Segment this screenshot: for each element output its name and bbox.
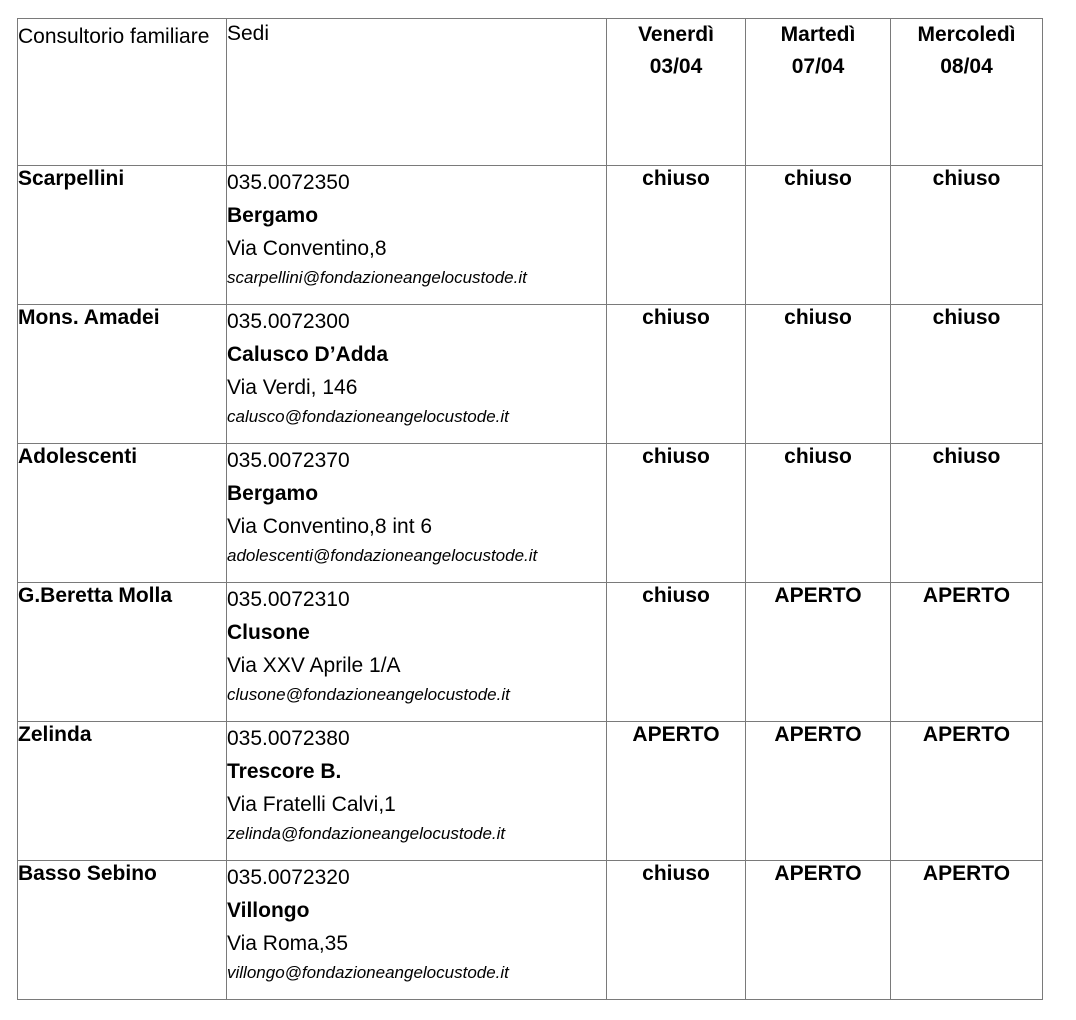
sede-city: Villongo — [227, 899, 310, 922]
sede-info — [227, 305, 607, 444]
header-row — [18, 19, 1043, 166]
header-day-venerdi — [607, 19, 746, 166]
header-day-name: Mercoledì — [917, 23, 1016, 46]
status-venerdi: APERTO — [607, 722, 746, 861]
sede-city: Trescore B. — [227, 760, 342, 783]
table-row — [18, 305, 1043, 444]
header-day-date: 07/04 — [791, 55, 845, 78]
status-venerdi: chiuso — [607, 444, 746, 583]
status-mercoledi: chiuso — [891, 305, 1043, 444]
status-venerdi: chiuso — [607, 861, 746, 1000]
status-venerdi: chiuso — [607, 583, 746, 722]
consultorio-name: Scarpellini — [18, 166, 227, 305]
consultorio-name: Adolescenti — [18, 444, 227, 583]
sede-city: Bergamo — [227, 204, 319, 227]
sede-info — [227, 861, 607, 1000]
status-venerdi: chiuso — [607, 305, 746, 444]
sede-phone: 035.0072320 — [227, 866, 350, 889]
status-mercoledi: APERTO — [891, 583, 1043, 722]
sede-email: adolescenti@fondazioneangelocustode.it — [227, 546, 538, 565]
sede-info — [227, 583, 607, 722]
status-martedi: APERTO — [746, 861, 891, 1000]
sede-email: scarpellini@fondazioneangelocustode.it — [227, 268, 527, 287]
sede-phone: 035.0072370 — [227, 449, 350, 472]
sede-phone: 035.0072300 — [227, 310, 350, 333]
sede-address: Via Conventino,8 int 6 — [227, 515, 433, 538]
status-mercoledi: APERTO — [891, 861, 1043, 1000]
header-day-date: 08/04 — [940, 55, 993, 78]
status-martedi: APERTO — [746, 722, 891, 861]
header-day-name: Venerdì — [638, 23, 714, 46]
sede-phone: 035.0072350 — [227, 171, 350, 194]
status-martedi: chiuso — [746, 444, 891, 583]
sede-email: calusco@fondazioneangelocustode.it — [227, 407, 509, 426]
status-martedi: APERTO — [746, 583, 891, 722]
status-mercoledi: chiuso — [891, 166, 1043, 305]
status-martedi: chiuso — [746, 305, 891, 444]
sede-phone: 035.0072310 — [227, 588, 350, 611]
sede-email: villongo@fondazioneangelocustode.it — [227, 963, 509, 982]
table-row — [18, 722, 1043, 861]
status-venerdi: chiuso — [607, 166, 746, 305]
consultori-schedule-table — [17, 18, 1043, 1000]
status-mercoledi: APERTO — [891, 722, 1043, 861]
table-row — [18, 583, 1043, 722]
sede-address: Via Conventino,8 — [227, 237, 387, 260]
consultorio-name: Zelinda — [18, 722, 227, 861]
sede-city: Calusco D’Adda — [227, 343, 389, 366]
sede-info — [227, 166, 607, 305]
sede-info — [227, 444, 607, 583]
consultorio-name: G.Beretta Molla — [18, 583, 227, 722]
sede-city: Bergamo — [227, 482, 319, 505]
header-consultorio: Consultorio familiare — [18, 19, 227, 166]
consultorio-name: Mons. Amadei — [18, 305, 227, 444]
header-day-mercoledi — [891, 19, 1043, 166]
sede-email: zelinda@fondazioneangelocustode.it — [227, 824, 506, 843]
sede-phone: 035.0072380 — [227, 727, 350, 750]
header-day-martedi — [746, 19, 891, 166]
sede-address: Via Verdi, 146 — [227, 376, 358, 399]
status-martedi: chiuso — [746, 166, 891, 305]
sede-info — [227, 722, 607, 861]
header-day-name: Martedì — [780, 23, 856, 46]
sede-city: Clusone — [227, 621, 310, 644]
sede-email: clusone@fondazioneangelocustode.it — [227, 685, 510, 704]
header-sedi: Sedi — [227, 19, 607, 166]
sede-address: Via Fratelli Calvi,1 — [227, 793, 396, 816]
consultorio-name: Basso Sebino — [18, 861, 227, 1000]
header-day-date: 03/04 — [649, 55, 703, 78]
sede-address: Via XXV Aprile 1/A — [227, 654, 401, 677]
sede-address: Via Roma,35 — [227, 932, 349, 955]
table-row — [18, 861, 1043, 1000]
table-row — [18, 166, 1043, 305]
status-mercoledi: chiuso — [891, 444, 1043, 583]
table-row — [18, 444, 1043, 583]
